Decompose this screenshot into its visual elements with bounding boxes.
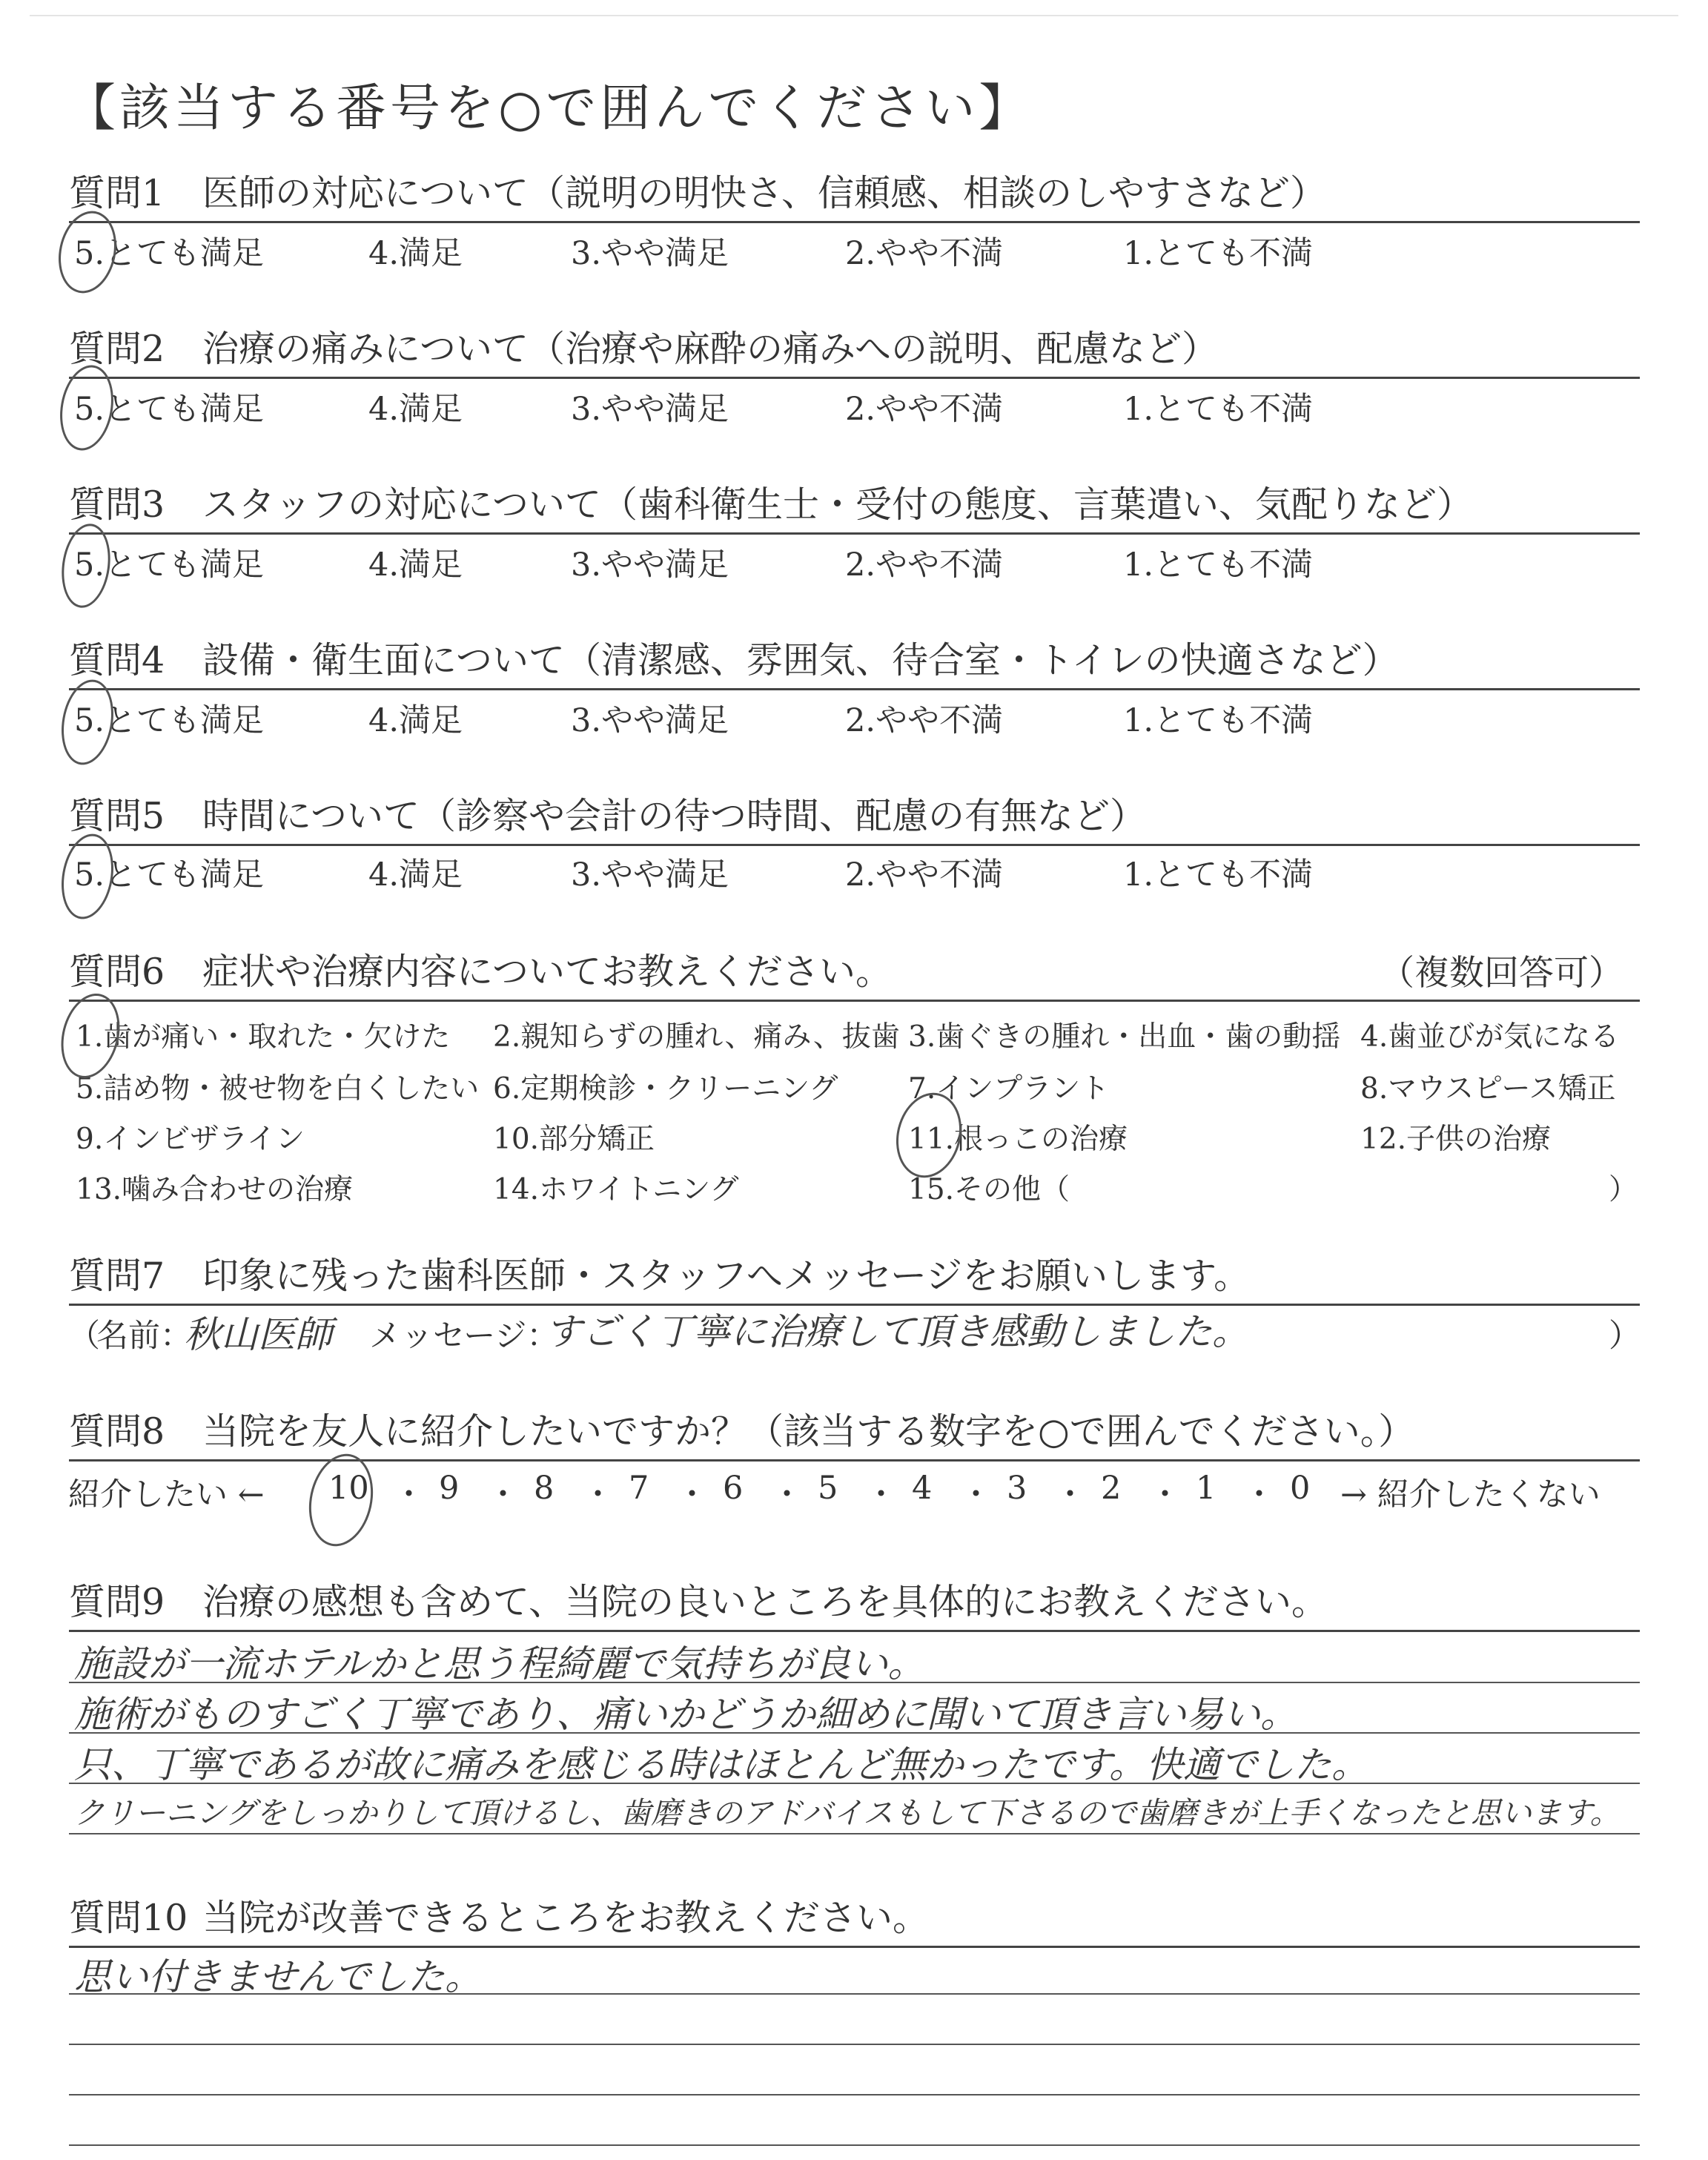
symptom-option[interactable]: 12.子供の治療: [1360, 1123, 1552, 1156]
question-label: 質問4: [69, 639, 165, 681]
scale-right-label: → 紹介したくない: [1340, 1476, 1601, 1513]
symptom-option[interactable]: 5.詰め物・被せ物を白くしたい: [76, 1072, 480, 1106]
question-5-options: [0, 850, 1708, 894]
rating-option-5[interactable]: 5.とても満足: [74, 856, 265, 894]
rating-option-3[interactable]: 3.やや満足: [571, 391, 729, 428]
question-text: 設備・衛生面について（清潔感、雰囲気、待合室・トイレの快適さなど）: [202, 639, 1399, 681]
rating-option-1[interactable]: 1.とても不満: [1123, 856, 1314, 894]
question-label: 質問1: [69, 172, 165, 214]
question-3-header: [69, 469, 1640, 535]
rating-option-2[interactable]: 2.やや不満: [845, 546, 1004, 584]
question-6-header: [69, 936, 1640, 1002]
question-label: 質問9: [69, 1581, 165, 1623]
scale-value-4[interactable]: 4: [912, 1470, 933, 1507]
scale-value-10[interactable]: 10: [328, 1470, 369, 1507]
sheet-title: 【該当する番号を○で囲んでください】: [65, 79, 1033, 138]
scale-value-5[interactable]: 5: [818, 1470, 838, 1507]
symptom-option[interactable]: 3.歯ぐきの腫れ・出血・歯の動揺: [908, 1020, 1341, 1054]
question-label: 質問3: [69, 483, 165, 526]
rating-option-1[interactable]: 1.とても不満: [1123, 546, 1314, 584]
scale-value-3[interactable]: 3: [1007, 1470, 1027, 1507]
question-text: 印象に残った歯科医師・スタッフへメッセージをお願いします。: [202, 1255, 1251, 1297]
question-1-options: [0, 228, 1708, 273]
rating-option-1[interactable]: 1.とても不満: [1123, 702, 1314, 739]
selection-circle: [301, 1448, 381, 1553]
rating-option-2[interactable]: 2.やや不満: [845, 702, 1004, 739]
symptom-option[interactable]: 13.噛み合わせの治療: [76, 1173, 354, 1206]
message-row: [0, 1305, 1708, 1364]
scale-value-7[interactable]: 7: [629, 1470, 649, 1507]
scale-dot: ・: [676, 1476, 708, 1513]
rating-option-5[interactable]: 5.とても満足: [74, 546, 265, 584]
rating-option-2[interactable]: 2.やや不満: [845, 856, 1004, 894]
symptom-option[interactable]: 14.ホワイトニング: [493, 1173, 739, 1206]
answer-handwritten: 只、丁寧であるが故に痛みを感じる時はほとんど無かったです。快適でした。: [74, 1743, 1368, 1786]
recommend-scale: [0, 1470, 1708, 1522]
answer-line: [69, 2044, 1640, 2045]
answer-handwritten: クリーニングをしっかりして頂けるし、歯磨きのアドバイスもして下さるので歯磨きが上手くなったと思います。: [74, 1795, 1621, 1831]
multiple-answers-note: （複数回答可）: [1380, 953, 1623, 994]
question-4-header: [69, 624, 1640, 690]
question-label: 質問10: [69, 1897, 188, 1939]
answer-handwritten: 施設が一流ホテルかと思う程綺麗で気持ちが良い。: [74, 1642, 925, 1685]
answer-handwritten: 施術がものすごく丁寧であり、痛いかどうか細めに聞いて頂き言い易い。: [74, 1693, 1297, 1736]
rating-option-5[interactable]: 5.とても満足: [74, 702, 265, 739]
question-label: 質問6: [69, 951, 165, 993]
symptom-option[interactable]: 15.その他（: [908, 1173, 1070, 1206]
message-open-paren: （: [68, 1318, 100, 1355]
question-text: 治療の感想も含めて、当院の良いところを具体的にお教えください。: [202, 1581, 1328, 1623]
answer-line: [69, 2094, 1640, 2095]
scale-dot: ・: [1243, 1476, 1275, 1513]
rating-option-3[interactable]: 3.やや満足: [571, 235, 729, 272]
question-8-header: [69, 1396, 1640, 1462]
question-4-options: [0, 696, 1708, 740]
rating-option-1[interactable]: 1.とても不満: [1123, 391, 1314, 428]
answer-line: [69, 2144, 1640, 2146]
scale-value-0[interactable]: 0: [1290, 1470, 1311, 1507]
question-6-options: [0, 1005, 1708, 1227]
rating-option-4[interactable]: 4.満足: [368, 702, 463, 739]
scale-dot: ・: [1054, 1476, 1086, 1513]
rating-option-2[interactable]: 2.やや不満: [845, 235, 1004, 272]
scale-value-6[interactable]: 6: [723, 1470, 744, 1507]
rating-option-4[interactable]: 4.満足: [368, 546, 463, 584]
question-text: 症状や治療内容についてお教えください。: [202, 951, 893, 993]
question-label: 質問8: [69, 1410, 165, 1453]
scale-dot: ・: [771, 1476, 803, 1513]
question-text: 時間について（診察や会計の待つ時間、配慮の有無など）: [202, 795, 1147, 837]
symptom-option[interactable]: 10.部分矯正: [493, 1123, 655, 1156]
rating-option-5[interactable]: 5.とても満足: [74, 391, 265, 428]
rating-option-3[interactable]: 3.やや満足: [571, 702, 729, 739]
symptom-option[interactable]: 6.定期検診・クリーニング: [493, 1072, 838, 1106]
scale-dot: ・: [582, 1476, 614, 1513]
answer-line: [69, 1833, 1640, 1834]
scale-dot: ・: [865, 1476, 897, 1513]
message-label: メッセージ：: [369, 1318, 559, 1355]
message-close-paren: ）: [1609, 1318, 1641, 1355]
message-handwritten: すごく丁寧に治療して頂き感動しました。: [545, 1310, 1249, 1353]
scale-value-9[interactable]: 9: [439, 1470, 460, 1507]
question-7-header: [69, 1240, 1640, 1306]
scale-value-8[interactable]: 8: [534, 1470, 555, 1507]
question-label: 質問5: [69, 795, 165, 837]
question-2-options: [0, 384, 1708, 429]
scale-value-2[interactable]: 2: [1101, 1470, 1122, 1507]
symptom-option[interactable]: 11.根っこの治療: [908, 1123, 1128, 1156]
symptom-option[interactable]: 8.マウスピース矯正: [1360, 1072, 1616, 1106]
question-label: 質問2: [69, 328, 165, 370]
rating-option-2[interactable]: 2.やや不満: [845, 391, 1004, 428]
question-3-options: [0, 540, 1708, 584]
scale-dot: ・: [393, 1476, 425, 1513]
symptom-option[interactable]: 7.インプラント: [908, 1072, 1110, 1106]
question-10-header: [69, 1882, 1640, 1948]
answer-handwritten: 思い付きませんでした。: [74, 1955, 482, 1998]
scale-value-1[interactable]: 1: [1196, 1470, 1217, 1507]
name-label: 名前：: [96, 1318, 192, 1355]
rating-option-4[interactable]: 4.満足: [368, 235, 463, 272]
name-handwritten: 秋山医師: [184, 1313, 332, 1356]
question-text: 当院を友人に紹介したいですか？（該当する数字を○で囲んでください。）: [202, 1410, 1415, 1453]
question-2-header: [69, 313, 1640, 379]
symptom-option[interactable]: 2.親知らずの腫れ、痛み、抜歯: [493, 1020, 900, 1054]
top-rule: [30, 15, 1678, 16]
rating-option-4[interactable]: 4.満足: [368, 856, 463, 894]
scale-left-label: 紹介したい ←: [68, 1476, 265, 1513]
rating-option-3[interactable]: 3.やや満足: [571, 546, 729, 584]
scale-dot: ・: [1149, 1476, 1181, 1513]
rating-option-1[interactable]: 1.とても不満: [1123, 235, 1314, 272]
scale-dot: ・: [487, 1476, 519, 1513]
rating-option-3[interactable]: 3.やや満足: [571, 856, 729, 894]
question-text: スタッフの対応について（歯科衛生士・受付の態度、言葉遣い、気配りなど）: [202, 483, 1474, 526]
question-5-header: [69, 780, 1640, 846]
other-close-paren: ）: [1609, 1173, 1638, 1206]
question-text: 当院が改善できるところをお教えください。: [202, 1897, 930, 1939]
question-text: 治療の痛みについて（治療や麻酔の痛みへの説明、配慮など）: [202, 328, 1219, 370]
symptom-option[interactable]: 9.インビザライン: [76, 1123, 305, 1156]
rating-option-5[interactable]: 5.とても満足: [74, 235, 265, 272]
question-9-header: [69, 1566, 1640, 1632]
symptom-option[interactable]: 4.歯並びが気になる: [1360, 1020, 1620, 1054]
scale-dot: ・: [960, 1476, 992, 1513]
question-text: 医師の対応について（説明の明快さ、信頼感、相談のしやすさなど）: [202, 172, 1327, 214]
symptom-option[interactable]: 1.歯が痛い・取れた・欠けた: [76, 1020, 451, 1054]
question-label: 質問7: [69, 1255, 165, 1297]
question-1-header: [69, 157, 1640, 223]
rating-option-4[interactable]: 4.満足: [368, 391, 463, 428]
